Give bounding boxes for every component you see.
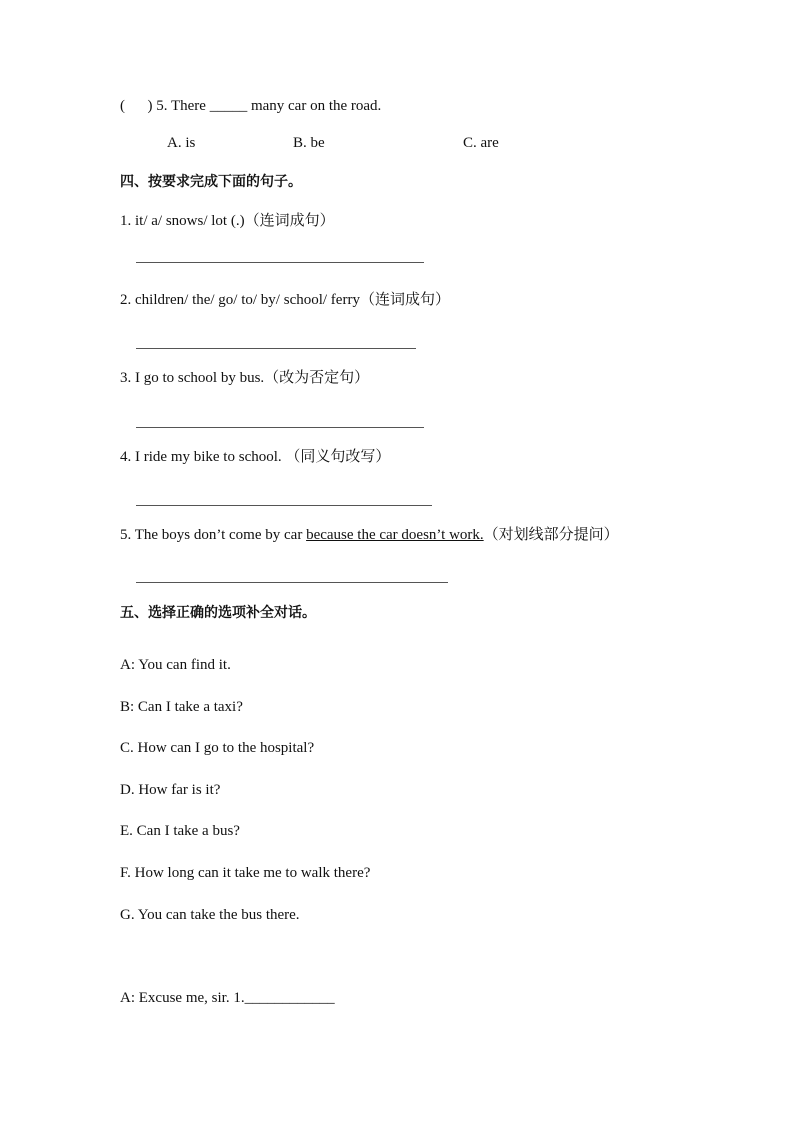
dialog-option-b: B: Can I take a taxi? — [120, 699, 243, 715]
answer-line-1[interactable] — [136, 262, 424, 263]
answer-line-2[interactable] — [136, 348, 416, 349]
option-c: C. are — [463, 135, 499, 151]
dialog-option-g: G. You can take the bus there. — [120, 907, 300, 923]
item-5-underlined: because the car doesn’t work. — [306, 527, 484, 543]
section-4-heading: 四、按要求完成下面的句子。 — [120, 174, 302, 190]
item-3: 3. I go to school by bus.（改为否定句） — [120, 370, 370, 386]
option-a: A. is — [167, 135, 196, 151]
item-4: 4. I ride my bike to school. （同义句改写） — [120, 449, 391, 465]
item-5-prefix: 5. The boys don’t come by car — [120, 527, 307, 543]
item-2: 2. children/ the/ go/ to/ by/ school/ ferry（连词成句） — [120, 292, 450, 308]
dialog-option-f: F. How long can it take me to walk there? — [120, 865, 371, 881]
dialog-option-d: D. How far is it? — [120, 782, 221, 798]
answer-line-3[interactable] — [136, 427, 424, 428]
answer-line-5[interactable] — [136, 582, 448, 583]
dialog-line-1: A: Excuse me, sir. 1.____________ — [120, 990, 335, 1006]
option-b: B. be — [293, 135, 325, 151]
item-5 — [120, 526, 619, 544]
section-5-heading: 五、选择正确的选项补全对话。 — [120, 605, 316, 621]
question-5: ( ) 5. There _____ many car on the road. — [120, 98, 382, 114]
answer-line-4[interactable] — [136, 505, 432, 506]
dialog-option-c: C. How can I go to the hospital? — [120, 740, 315, 756]
dialog-option-e: E. Can I take a bus? — [120, 823, 240, 839]
item-1: 1. it/ a/ snows/ lot (.)（连词成句） — [120, 213, 335, 229]
item-5-suffix: （对划线部分提问） — [483, 527, 619, 543]
dialog-option-a: A: You can find it. — [120, 657, 231, 673]
